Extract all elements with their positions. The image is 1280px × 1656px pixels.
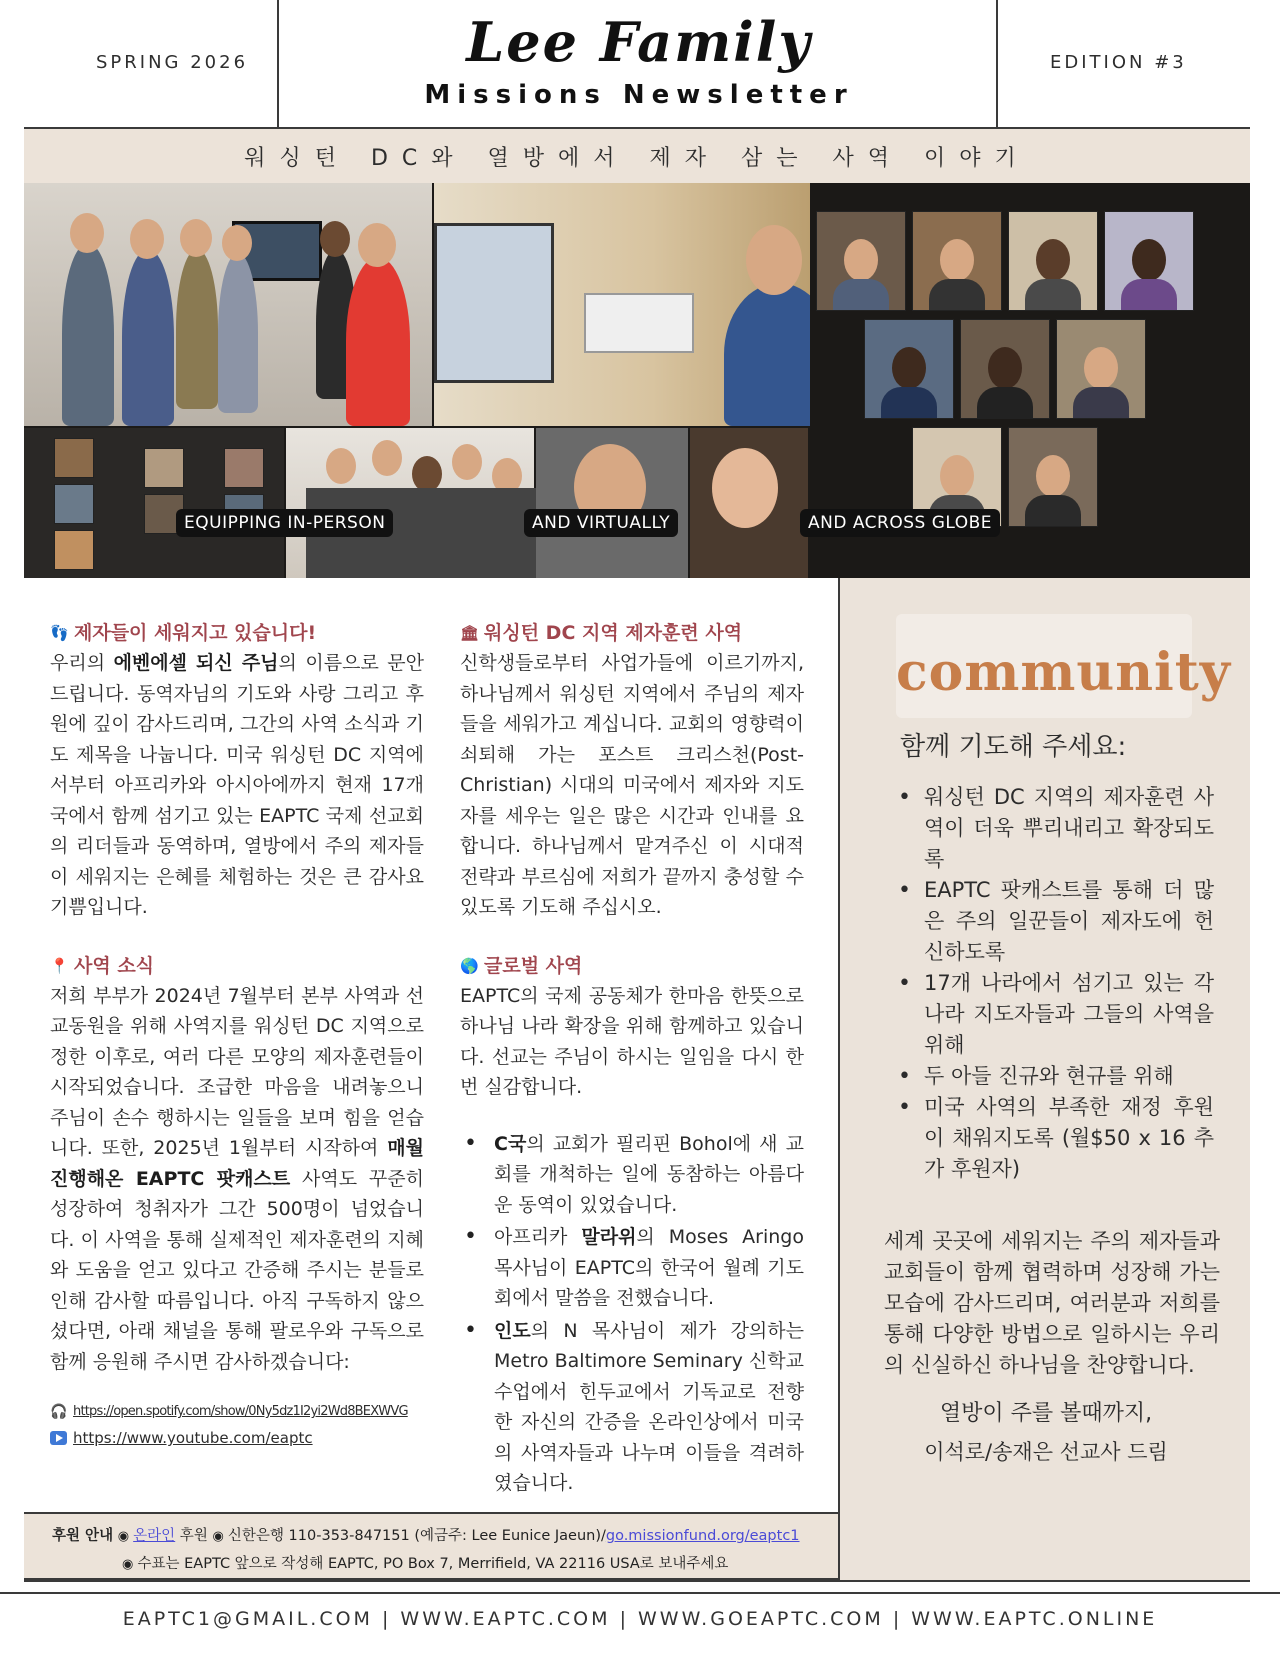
person-body — [1121, 279, 1177, 310]
global-item — [494, 1316, 804, 1499]
global-item — [494, 1222, 804, 1314]
prayer-item: • 워싱턴 DC 지역의 제자훈련 사역이 더욱 뿌리내리고 확장되도록 — [924, 782, 1214, 875]
section-heading — [50, 951, 424, 981]
video-tile — [54, 484, 94, 524]
photo-collage — [24, 183, 1250, 578]
headphones-icon: 🎧 — [50, 1404, 68, 1420]
footer — [0, 1592, 1280, 1632]
text: 사역도 꾸준히 성장하여 청취자가 그간 500명이 넘었습니다. 이 사역을 통해 실제적인 제자훈련의 지혜와 도움을 얻고 있다고 간증해 주시는 분들로 인해 감사할 따름입니다. 아직 구독하지 않으셨다면, 아래 채널을 통해 팔로우와 구독으로 함께 응원해 주시면 감사하겠습니다: — [50, 1167, 424, 1373]
video-tile — [1008, 427, 1098, 527]
pin-icon: 📍 — [50, 956, 69, 975]
online-link[interactable]: 온라인 — [133, 1528, 176, 1544]
person-head — [222, 225, 252, 261]
bold-text: 인도 — [494, 1319, 531, 1342]
text: 후원 — [175, 1528, 208, 1544]
spotify-link-row — [50, 1399, 424, 1425]
closing-paragraph: 세계 곳곳에 세워지는 주의 제자들과 교회들이 함께 협력하며 성장해 가는 모습에 감사드리며, 여러분과 저희를 통해 다양한 방법으로 일하시는 우리의 신실하신 하나님을 찬양합니다. — [884, 1229, 1220, 1377]
text: 의 이름으로 문안드립니다. 동역자님의 기도와 사랑 그리고 후원에 깊이 감사드리며, 그간의 사역 소식과 기도 제목을 나눕니다. 미국 워싱턴 DC 지역에서부터 아프리카와 아시아에까지 현재 17개국에서 함께 섬기고 있는 EAPTC 국제 선교회의 리더들과 동역하며, 열방에서 주의 제자들이 세워지는 은혜를 체험하는 것은 큰 감사요 기쁨입니다. — [50, 652, 424, 918]
person-head — [940, 455, 974, 497]
text: 의 Moses Aringo 목사님이 EAPTC의 한국어 월례 기도회에서 말씀을 전했습니다. — [494, 1226, 804, 1309]
bank-icon: 🏛 — [460, 624, 480, 642]
column-middle — [460, 618, 804, 1501]
video-tile — [864, 319, 954, 419]
video-tile — [816, 211, 906, 311]
portrait-photo-2 — [690, 428, 808, 578]
caption-across-globe: AND ACROSS GLOBE — [800, 509, 1000, 537]
prayer-item: • EAPTC 팟캐스트를 통해 더 많은 주의 일꾼들이 제자도에 헌신하도록 — [924, 875, 1214, 968]
prayer-item: • 두 아들 진규와 현규를 위해 — [924, 1061, 1214, 1092]
contact-links[interactable]: EAPTC1@GMAIL.COM | WWW.EAPTC.COM | WWW.GOEAPTC.COM | WWW.EAPTC.ONLINE — [122, 1608, 1158, 1630]
divider — [24, 1580, 1250, 1582]
bullet-icon: ◉ — [212, 1529, 228, 1544]
video-tile — [1008, 211, 1098, 311]
person-head — [130, 219, 164, 259]
text: 아프리카 — [494, 1226, 582, 1248]
community-image — [896, 614, 1231, 718]
person — [176, 249, 218, 409]
video-tile — [1104, 211, 1194, 311]
caption-virtually: AND VIRTUALLY — [524, 509, 678, 537]
person-body — [1025, 279, 1081, 310]
person-head — [358, 223, 396, 267]
person-body — [1025, 495, 1081, 526]
global-item — [494, 1129, 804, 1221]
person-body — [1073, 387, 1129, 418]
missionfund-link[interactable]: go.missionfund.org/eaptc1 — [605, 1528, 800, 1544]
footprints-icon: 👣 — [50, 624, 69, 642]
person-head — [746, 225, 802, 295]
tagline-text: 워싱턴 DC와 열방에서 제자 삼는 사역 이야기 — [244, 146, 1030, 171]
person-body — [977, 387, 1033, 418]
play-icon — [50, 1431, 67, 1445]
prayer-list — [924, 782, 1214, 1185]
person-head — [320, 221, 350, 257]
dc-paragraph: 신학생들로부터 사업가들에 이르기까지, 하나님께서 워싱턴 지역에서 주님의 제자들을 세워가고 계십니다. 교회의 영향력이 쇠퇴해 가는 포스트 크리스천(Post-Christian) 시대의 미국에서 제자와 지도자를 세우는 일은 많은 시간과 인내를 요합니다. 하나님께서 맡겨주신 이 시대적 전략과 부르심에 저희가 끝까지 충성할 수 있도록 기도해 주십시오. — [460, 652, 804, 918]
person-body — [929, 279, 985, 310]
global-list — [460, 1129, 804, 1499]
podcast-links — [50, 1399, 424, 1451]
video-tile — [144, 448, 184, 488]
zoom-call-photo — [24, 428, 284, 578]
bold-text: C국 — [494, 1132, 527, 1155]
section-title: 글로벌 사역 — [484, 954, 583, 977]
section-title: 제자들이 세워지고 있습니다! — [74, 622, 317, 644]
prayer-item: • 17개 나라에서 섬기고 있는 각 나라 지도자들과 그들의 사역을 위해 — [924, 968, 1214, 1061]
column-left — [50, 618, 424, 1451]
person-head — [712, 448, 778, 528]
bank-info: 신한은행 110-353-847151 (예금주: Lee Eunice Jaeun)/ — [227, 1528, 606, 1544]
video-tile — [54, 438, 94, 478]
header-divider — [277, 0, 279, 128]
person-head — [940, 239, 974, 281]
header — [0, 0, 1280, 128]
text: 우리의 — [50, 652, 114, 674]
person-head — [844, 239, 878, 281]
signature: 이석로/송재은 선교사 드림 — [924, 1440, 1168, 1464]
desk-photo — [434, 183, 830, 426]
video-tile — [54, 530, 94, 570]
text: 의 교회가 필리핀 Bohol에 새 교회를 개척하는 일에 동참하는 아름다운 동역이 있었습니다. — [494, 1132, 804, 1216]
person — [62, 243, 114, 426]
edition-label: EDITION #3 — [1050, 52, 1187, 73]
donation-line-2 — [122, 1552, 728, 1573]
group-photo — [24, 183, 432, 426]
person-head — [1132, 239, 1166, 281]
bold-text: 에벤에셀 되신 주님 — [113, 652, 279, 674]
tagline-banner — [24, 127, 1250, 183]
person-head — [1036, 455, 1070, 497]
intro-paragraph — [50, 648, 424, 923]
bullet-icon: ◉ — [117, 1529, 134, 1544]
section-heading — [50, 618, 424, 648]
person-head — [326, 448, 356, 484]
text: 저희 부부가 2024년 7월부터 본부 사역과 선교동원을 위해 사역지를 워싱턴 DC 지역으로 정한 이후로, 여러 다른 모양의 제자훈련들이 시작되었습니다. 조급한 마음을 내려놓으니 주님이 손수 행하시는 일들을 보며 힘을 얻습니다. 또한, 2025년 1월부터 시작하여 — [50, 984, 424, 1159]
sign-off: 열방이 주를 볼때까지, — [939, 1401, 1153, 1426]
global-paragraph: EAPTC의 국제 공동체가 한마음 한뜻으로 하나님 나라 확장을 위해 함께하고 있습니다. 선교는 주님이 하시는 일임을 다시 한번 실감합니다. — [460, 984, 804, 1098]
season-label: SPRING 2026 — [96, 52, 249, 73]
prayer-title: 함께 기도해 주세요: — [900, 732, 1127, 762]
person — [122, 249, 174, 426]
person-head — [1036, 239, 1070, 281]
monitor — [434, 223, 554, 383]
section-heading — [460, 618, 804, 648]
person-head — [892, 347, 926, 389]
newsletter-title: Lee Family — [466, 10, 812, 74]
youtube-link[interactable]: https://www.youtube.com/eaptc — [73, 1429, 313, 1447]
video-tile — [912, 211, 1002, 311]
person-head — [180, 219, 212, 257]
person-body — [833, 279, 889, 310]
person-head — [988, 347, 1022, 389]
bold-text: 매월 진행해온 EAPTC 팟캐스트 — [50, 1137, 424, 1190]
globe-icon: 🌎 — [460, 956, 479, 975]
person — [218, 253, 258, 413]
bullet-icon: ◉ — [122, 1557, 138, 1572]
news-paragraph — [50, 981, 424, 1378]
video-tile — [224, 448, 264, 488]
bold-text: 말라위 — [581, 1226, 637, 1248]
check-info: 수표는 EAPTC 앞으로 작성해 EAPTC, PO Box 7, Merrifield, VA 22116 USA로 보내주세요 — [137, 1556, 729, 1572]
video-tile — [960, 319, 1050, 419]
person-body — [881, 387, 937, 418]
section-title: 워싱턴 DC 지역 제자훈련 사역 — [484, 622, 743, 644]
person — [346, 257, 410, 426]
prayer-item: • 미국 사역의 부족한 재정 후원이 채워지도록 (월$50 x 16 추가 후원자) — [924, 1092, 1214, 1185]
youtube-link-row — [50, 1425, 424, 1451]
person-head — [452, 444, 482, 480]
video-tile — [1056, 319, 1146, 419]
community-word: community — [896, 642, 1231, 703]
portrait-photo — [536, 428, 688, 578]
prayer-sidebar — [838, 578, 1250, 1580]
person-head — [70, 213, 104, 253]
newsletter-subtitle: Missions Newsletter — [424, 80, 854, 110]
caption-in-person: EQUIPPING IN-PERSON — [176, 509, 393, 537]
donation-info — [24, 1512, 838, 1580]
spotify-link[interactable]: https://open.spotify.com/show/0Ny5dz1I2yi2Wd8BEXWVG — [73, 1404, 408, 1419]
person-head — [1084, 347, 1118, 389]
section-title: 사역 소식 — [74, 954, 155, 977]
donation-line-1 — [52, 1524, 800, 1545]
printer — [584, 293, 694, 353]
text: 의 N 목사님이 제가 강의하는 Metro Baltimore Seminary 신학교 수업에서 힌두교에서 기독교로 전향한 자신의 간증을 온라인상에서 미국의 사역자들과 나누며 이들을 격려하였습니다. — [494, 1319, 804, 1494]
section-heading — [460, 951, 804, 981]
person-head — [372, 440, 402, 476]
person-head — [412, 456, 442, 492]
donation-label: 후원 안내 — [52, 1528, 114, 1544]
group-photo-2 — [286, 428, 534, 578]
